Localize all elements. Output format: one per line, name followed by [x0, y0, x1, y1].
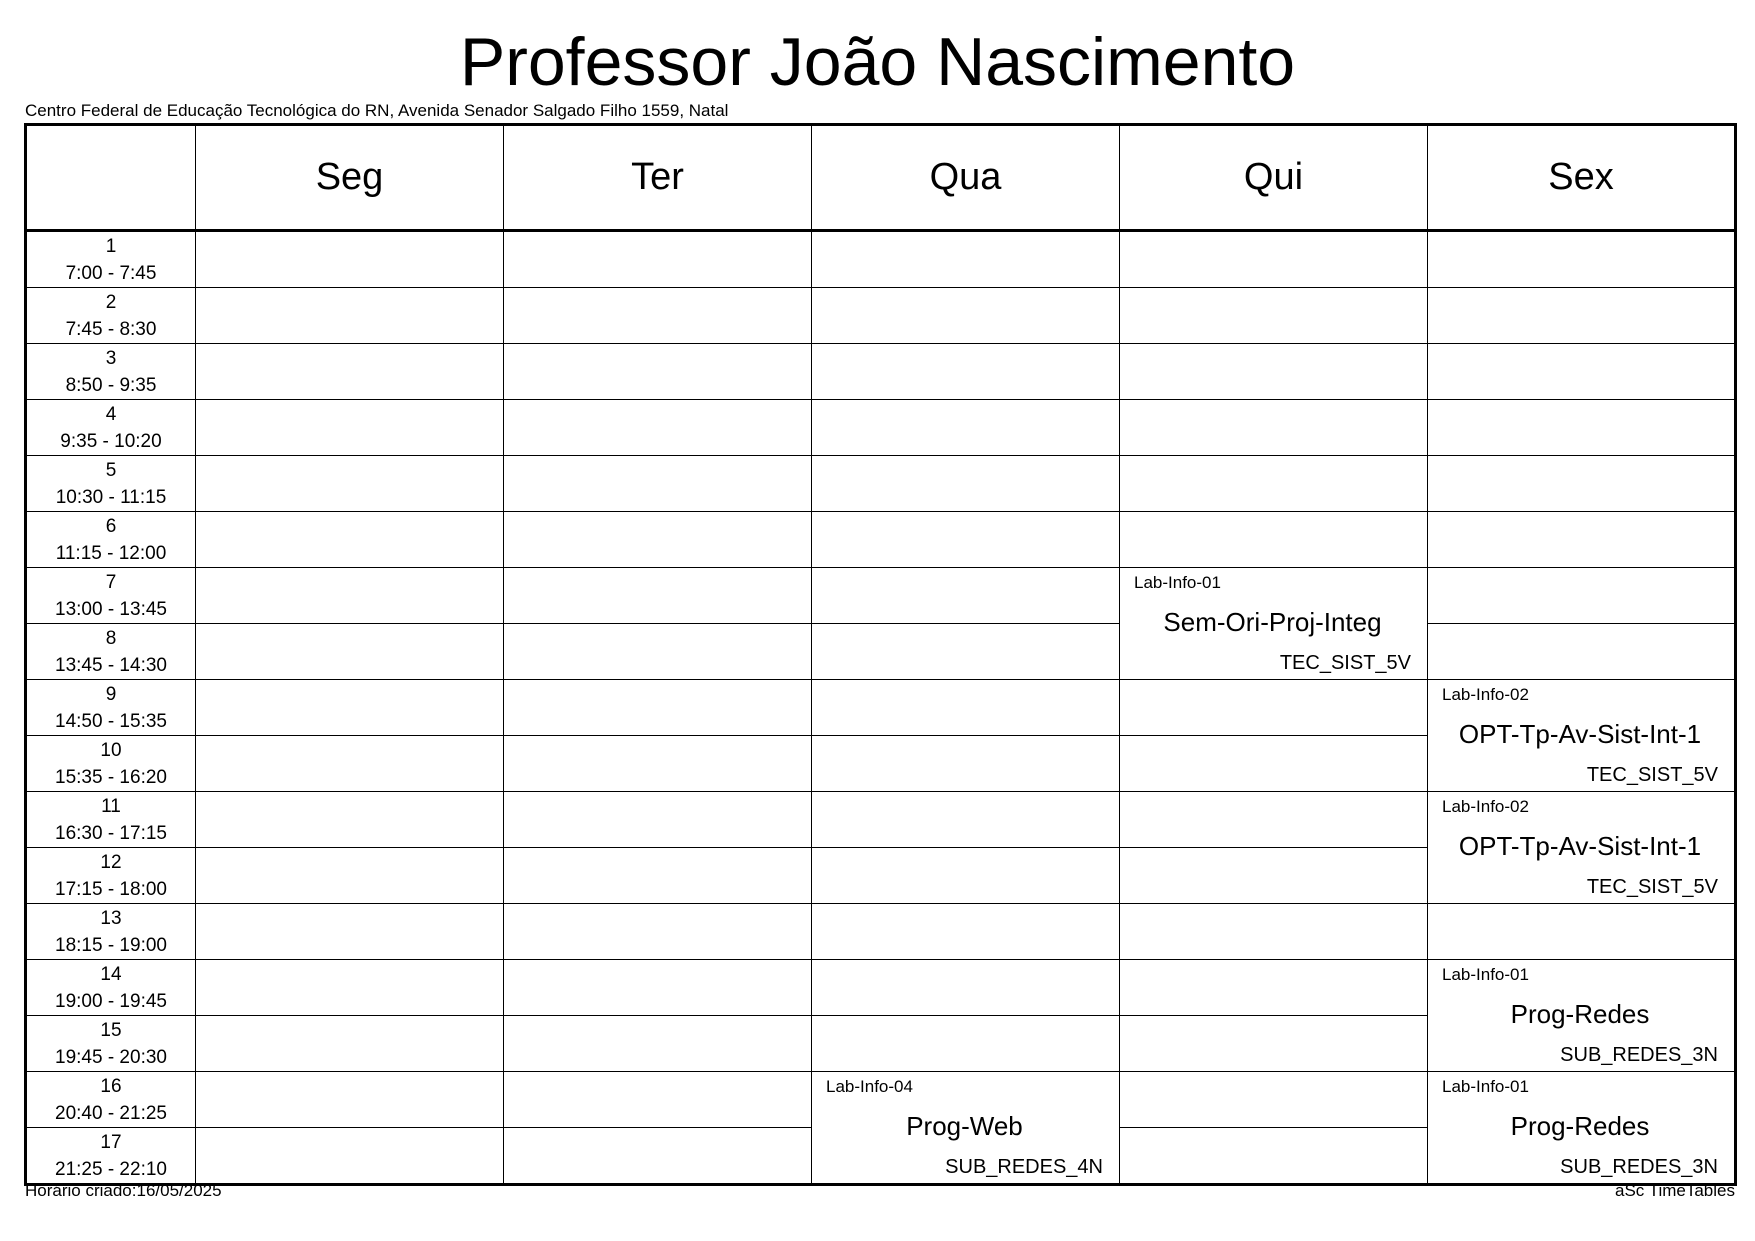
period-row	[26, 624, 1736, 680]
lesson-class: TEC_SIST_5V	[1279, 652, 1411, 674]
lesson-class: SUB_REDES_4N	[945, 1156, 1103, 1178]
period-number: 11	[101, 795, 121, 817]
empty-slot	[196, 624, 504, 680]
period-time: 8:50 - 9:35	[65, 374, 157, 396]
lesson-room: Lab-Info-01	[1442, 1077, 1529, 1096]
period-number: 5	[105, 459, 117, 481]
period-label	[26, 736, 196, 792]
empty-slot	[504, 848, 812, 904]
school-address: Centro Federal de Educação Tecnológica do RN, Avenida Senador Salgado Filho 1559, Natal	[25, 101, 729, 120]
empty-slot	[196, 344, 504, 400]
period-number: 15	[100, 1019, 122, 1041]
lesson-card	[1428, 960, 1736, 1072]
period-number: 13	[100, 907, 122, 929]
period-number: 7	[105, 571, 117, 593]
empty-slot	[504, 904, 812, 960]
period-time: 14:50 - 15:35	[55, 710, 167, 732]
period-number: 8	[105, 627, 117, 649]
empty-slot	[1120, 288, 1428, 344]
lesson-class: TEC_SIST_5V	[1586, 764, 1718, 786]
empty-slot	[504, 960, 812, 1016]
period-label	[26, 904, 196, 960]
period-number: 17	[100, 1131, 122, 1153]
period-number: 4	[105, 403, 117, 425]
period-time: 10:30 - 11:15	[55, 486, 167, 508]
period-row	[26, 344, 1736, 400]
lesson-content	[1428, 1072, 1734, 1183]
period-time: 16:30 - 17:15	[55, 822, 167, 844]
period-time: 7:45 - 8:30	[65, 318, 157, 340]
empty-slot	[196, 904, 504, 960]
lesson-content	[1428, 960, 1734, 1071]
period-time: 17:15 - 18:00	[55, 878, 167, 900]
period-time: 13:45 - 14:30	[55, 654, 167, 676]
lesson-subject: Prog-Redes	[1510, 999, 1650, 1029]
empty-slot	[504, 288, 812, 344]
lesson-card	[812, 1072, 1120, 1185]
empty-slot	[196, 680, 504, 736]
empty-slot	[504, 400, 812, 456]
empty-slot	[1120, 456, 1428, 512]
empty-slot	[504, 344, 812, 400]
empty-slot	[196, 1016, 504, 1072]
period-time: 19:00 - 19:45	[55, 990, 167, 1012]
period-number: 3	[105, 347, 117, 369]
period-time: 13:00 - 13:45	[55, 598, 167, 620]
empty-slot	[1428, 624, 1736, 680]
created-date: Horário criado:16/05/2025	[25, 1181, 222, 1200]
period-time: 15:35 - 16:20	[55, 766, 167, 788]
period-number: 10	[100, 739, 122, 761]
timetable-grid	[24, 123, 1737, 1186]
lesson-content	[812, 1072, 1119, 1183]
empty-slot	[1428, 456, 1736, 512]
period-label	[26, 624, 196, 680]
empty-slot	[196, 456, 504, 512]
page-title: Professor João Nascimento	[459, 24, 1296, 100]
period-row	[26, 456, 1736, 512]
day-header: Seg	[196, 125, 504, 231]
period-label	[26, 792, 196, 848]
empty-slot	[1120, 848, 1428, 904]
empty-slot	[812, 344, 1120, 400]
period-number: 9	[105, 683, 117, 705]
day-header: Qua	[812, 125, 1120, 231]
empty-slot	[812, 1016, 1120, 1072]
day-header: Qui	[1120, 125, 1428, 231]
corner-cell	[26, 125, 196, 231]
empty-slot	[196, 848, 504, 904]
empty-slot	[504, 1128, 812, 1185]
empty-slot	[1120, 400, 1428, 456]
lesson-room: Lab-Info-04	[826, 1077, 913, 1096]
empty-slot	[812, 736, 1120, 792]
empty-slot	[812, 792, 1120, 848]
lesson-class: TEC_SIST_5V	[1586, 876, 1718, 898]
empty-slot	[504, 231, 812, 288]
empty-slot	[812, 568, 1120, 624]
day-header: Ter	[504, 125, 812, 231]
empty-slot	[1120, 680, 1428, 736]
empty-slot	[1428, 231, 1736, 288]
period-label	[26, 400, 196, 456]
empty-slot	[196, 1072, 504, 1128]
empty-slot	[812, 231, 1120, 288]
empty-slot	[1428, 400, 1736, 456]
period-row	[26, 1072, 1736, 1128]
period-row	[26, 680, 1736, 736]
empty-slot	[812, 456, 1120, 512]
empty-slot	[812, 288, 1120, 344]
period-row	[26, 904, 1736, 960]
period-label	[26, 231, 196, 288]
lesson-room: Lab-Info-01	[1442, 965, 1529, 984]
lesson-card	[1428, 792, 1736, 904]
empty-slot	[812, 624, 1120, 680]
lesson-content	[1120, 568, 1427, 679]
period-row	[26, 231, 1736, 288]
empty-slot	[504, 736, 812, 792]
software-brand: aSc TimeTables	[1615, 1181, 1735, 1200]
empty-slot	[504, 1016, 812, 1072]
period-row	[26, 792, 1736, 848]
period-number: 14	[100, 963, 122, 985]
lesson-class: SUB_REDES_3N	[1560, 1156, 1718, 1178]
empty-slot	[196, 736, 504, 792]
lesson-subject: OPT-Tp-Av-Sist-Int-1	[1458, 719, 1702, 749]
empty-slot	[1120, 904, 1428, 960]
empty-slot	[196, 792, 504, 848]
period-number: 12	[100, 851, 122, 873]
lesson-room: Lab-Info-02	[1442, 797, 1529, 816]
empty-slot	[1120, 1016, 1428, 1072]
lesson-subject: OPT-Tp-Av-Sist-Int-1	[1458, 831, 1702, 861]
empty-slot	[1120, 960, 1428, 1016]
lesson-content	[1428, 680, 1734, 791]
period-number: 6	[105, 515, 117, 537]
day-header: Sex	[1428, 125, 1736, 231]
period-label	[26, 456, 196, 512]
empty-slot	[504, 1072, 812, 1128]
lesson-subject: Prog-Redes	[1510, 1111, 1650, 1141]
empty-slot	[504, 512, 812, 568]
empty-slot	[1120, 1072, 1428, 1128]
empty-slot	[812, 512, 1120, 568]
empty-slot	[504, 792, 812, 848]
period-row	[26, 400, 1736, 456]
lesson-card	[1428, 1072, 1736, 1185]
lesson-room: Lab-Info-01	[1134, 573, 1221, 592]
lesson-subject: Prog-Web	[906, 1111, 1023, 1141]
lesson-room: Lab-Info-02	[1442, 685, 1529, 704]
empty-slot	[196, 512, 504, 568]
period-label	[26, 680, 196, 736]
lesson-class: SUB_REDES_3N	[1560, 1044, 1718, 1066]
period-time: 7:00 - 7:45	[65, 262, 157, 284]
period-row	[26, 568, 1736, 624]
period-time: 11:15 - 12:00	[55, 542, 167, 564]
empty-slot	[1428, 288, 1736, 344]
period-row	[26, 960, 1736, 1016]
period-label	[26, 512, 196, 568]
empty-slot	[504, 456, 812, 512]
period-label	[26, 1128, 196, 1185]
period-label	[26, 1016, 196, 1072]
period-label	[26, 848, 196, 904]
empty-slot	[196, 231, 504, 288]
empty-slot	[196, 288, 504, 344]
period-time: 19:45 - 20:30	[55, 1046, 167, 1068]
period-label	[26, 288, 196, 344]
empty-slot	[196, 1128, 504, 1185]
period-row	[26, 288, 1736, 344]
empty-slot	[1428, 512, 1736, 568]
empty-slot	[1120, 231, 1428, 288]
empty-slot	[504, 568, 812, 624]
empty-slot	[1428, 344, 1736, 400]
period-number: 16	[100, 1075, 122, 1097]
empty-slot	[1428, 904, 1736, 960]
empty-slot	[1120, 1128, 1428, 1185]
period-time: 21:25 - 22:10	[55, 1158, 167, 1180]
lesson-subject: Sem-Ori-Proj-Integ	[1163, 607, 1382, 637]
lesson-card	[1120, 568, 1428, 680]
empty-slot	[196, 568, 504, 624]
empty-slot	[1428, 568, 1736, 624]
period-number: 2	[105, 291, 117, 313]
period-number: 1	[105, 235, 117, 257]
lesson-card	[1428, 680, 1736, 792]
empty-slot	[812, 960, 1120, 1016]
period-time: 9:35 - 10:20	[60, 430, 162, 452]
empty-slot	[504, 680, 812, 736]
empty-slot	[196, 960, 504, 1016]
period-label	[26, 1072, 196, 1128]
empty-slot	[812, 680, 1120, 736]
empty-slot	[812, 848, 1120, 904]
period-label	[26, 344, 196, 400]
empty-slot	[1120, 792, 1428, 848]
empty-slot	[1120, 512, 1428, 568]
empty-slot	[196, 400, 504, 456]
lesson-content	[1428, 792, 1734, 903]
empty-slot	[812, 904, 1120, 960]
empty-slot	[812, 400, 1120, 456]
period-row	[26, 512, 1736, 568]
empty-slot	[1120, 344, 1428, 400]
empty-slot	[1120, 736, 1428, 792]
period-time: 20:40 - 21:25	[55, 1102, 167, 1124]
period-label	[26, 568, 196, 624]
period-time: 18:15 - 19:00	[55, 934, 167, 956]
day-header-row	[26, 125, 1736, 231]
period-label	[26, 960, 196, 1016]
empty-slot	[504, 624, 812, 680]
